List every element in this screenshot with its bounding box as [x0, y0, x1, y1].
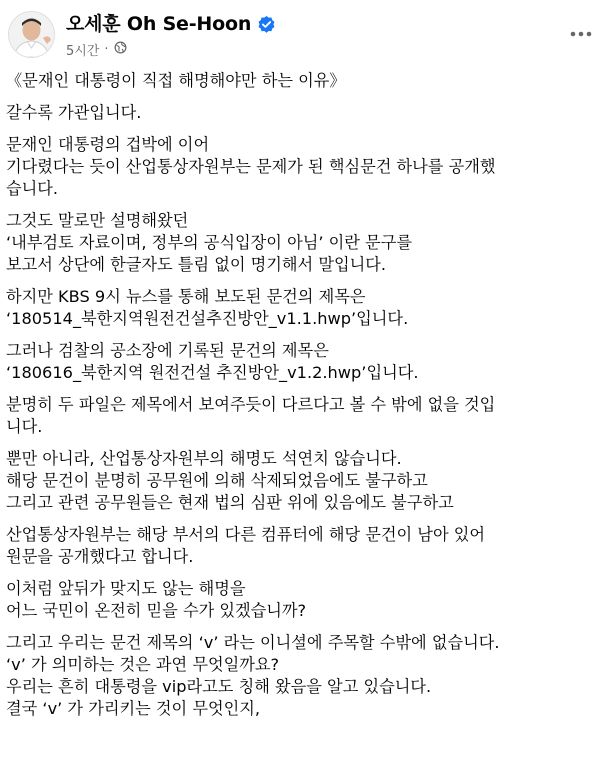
- post-text-line: 니다.: [6, 417, 43, 436]
- post-text-line: 습니다.: [6, 179, 59, 198]
- post-text-line: 산업통상자원부는 해당 부서의 다른 컴퓨터에 해당 문건이 남아 있어: [6, 525, 486, 544]
- post-text-line: 갈수록 가관입니다.: [6, 103, 142, 122]
- post-paragraph: [6, 578, 598, 622]
- post-text-line: 그것도 말로만 설명해왔던: [6, 211, 189, 230]
- meta-separator: ·: [104, 41, 109, 57]
- post-text-line: 어느 국민이 온전히 믿을 수가 있겠습니까?: [6, 601, 307, 620]
- post-text-line: 결국 ‘v’ 가 가리키는 것이 무엇인지,: [6, 699, 261, 718]
- post-text-line: ‘내부검토 자료이며, 정부의 공식입장이 아님’ 이란 문구를: [6, 233, 412, 252]
- post-body: [6, 70, 598, 730]
- post-paragraph: [6, 210, 598, 276]
- post-timestamp[interactable]: 5시간: [66, 43, 100, 59]
- post-text-line: 《문재인 대통령이 직접 해명해야만 하는 이유》: [6, 71, 346, 90]
- post-text-line: 그리고 관련 공무원들은 현재 법의 심판 위에 있음에도 불구하고: [6, 493, 454, 512]
- post-text-line: 보고서 상단에 한글자도 틀림 없이 명기해서 말입니다.: [6, 255, 387, 274]
- post-text-line: 이처럼 앞뒤가 맞지도 않는 해명을: [6, 579, 246, 598]
- post-paragraph: [6, 524, 598, 568]
- post-paragraph: [6, 134, 598, 200]
- post-text-line: 뿐만 아니라, 산업통상자원부의 해명도 석연치 않습니다.: [6, 449, 402, 468]
- post-text-line: 원문을 공개했다고 합니다.: [6, 547, 194, 566]
- post-text-line: 기다렸다는 듯이 산업통상자원부는 문제가 된 핵심문건 하나를 공개했: [6, 157, 496, 176]
- post-paragraph: [6, 448, 598, 514]
- author-avatar[interactable]: [8, 11, 55, 58]
- globe-icon[interactable]: [114, 41, 127, 58]
- post-text-line: 하지만 KBS 9시 뉴스를 통해 보도된 문건의 제목은: [6, 287, 366, 306]
- post-header: [0, 0, 605, 70]
- post-paragraph: [6, 102, 598, 124]
- verified-badge-icon: [257, 15, 276, 34]
- post-text-line: ‘180616_북한지역 원전건설 추진방안_v1.2.hwp’입니다.: [6, 363, 419, 382]
- post-text-line: 그리고 우리는 문건 제목의 ‘v’ 라는 이니셜에 주목할 수밖에 없습니다.: [6, 633, 500, 652]
- post-paragraph: [6, 340, 598, 384]
- avatar-image: [9, 12, 54, 57]
- post-paragraph: [6, 394, 598, 438]
- post-text-line: 문재인 대통령의 겁박에 이어: [6, 135, 210, 154]
- post-paragraph: [6, 286, 598, 330]
- post-meta: [66, 40, 127, 58]
- author-row: [66, 12, 276, 36]
- post-paragraph: [6, 70, 598, 92]
- post-text-line: ‘180514_북한지역원전건설추진방안_v1.1.hwp’입니다.: [6, 309, 409, 328]
- more-options-icon: [570, 31, 592, 37]
- post-paragraph: [6, 632, 598, 720]
- post-text-line: ‘v’ 가 의미하는 것은 과연 무엇일까요?: [6, 655, 280, 674]
- post-text-line: 해당 문건이 분명히 공무원에 의해 삭제되었음에도 불구하고: [6, 471, 428, 490]
- post-text-line: 그러나 검찰의 공소장에 기록된 문건의 제목은: [6, 341, 329, 360]
- post-text-line: 분명히 두 파일은 제목에서 보여주듯이 다르다고 볼 수 밖에 없을 것입: [6, 395, 496, 414]
- more-options-button[interactable]: [567, 20, 595, 48]
- author-name[interactable]: 오세훈 Oh Se-Hoon: [66, 13, 252, 35]
- post-text-line: 우리는 흔히 대통령을 vip라고도 칭해 왔음을 알고 있습니다.: [6, 677, 432, 696]
